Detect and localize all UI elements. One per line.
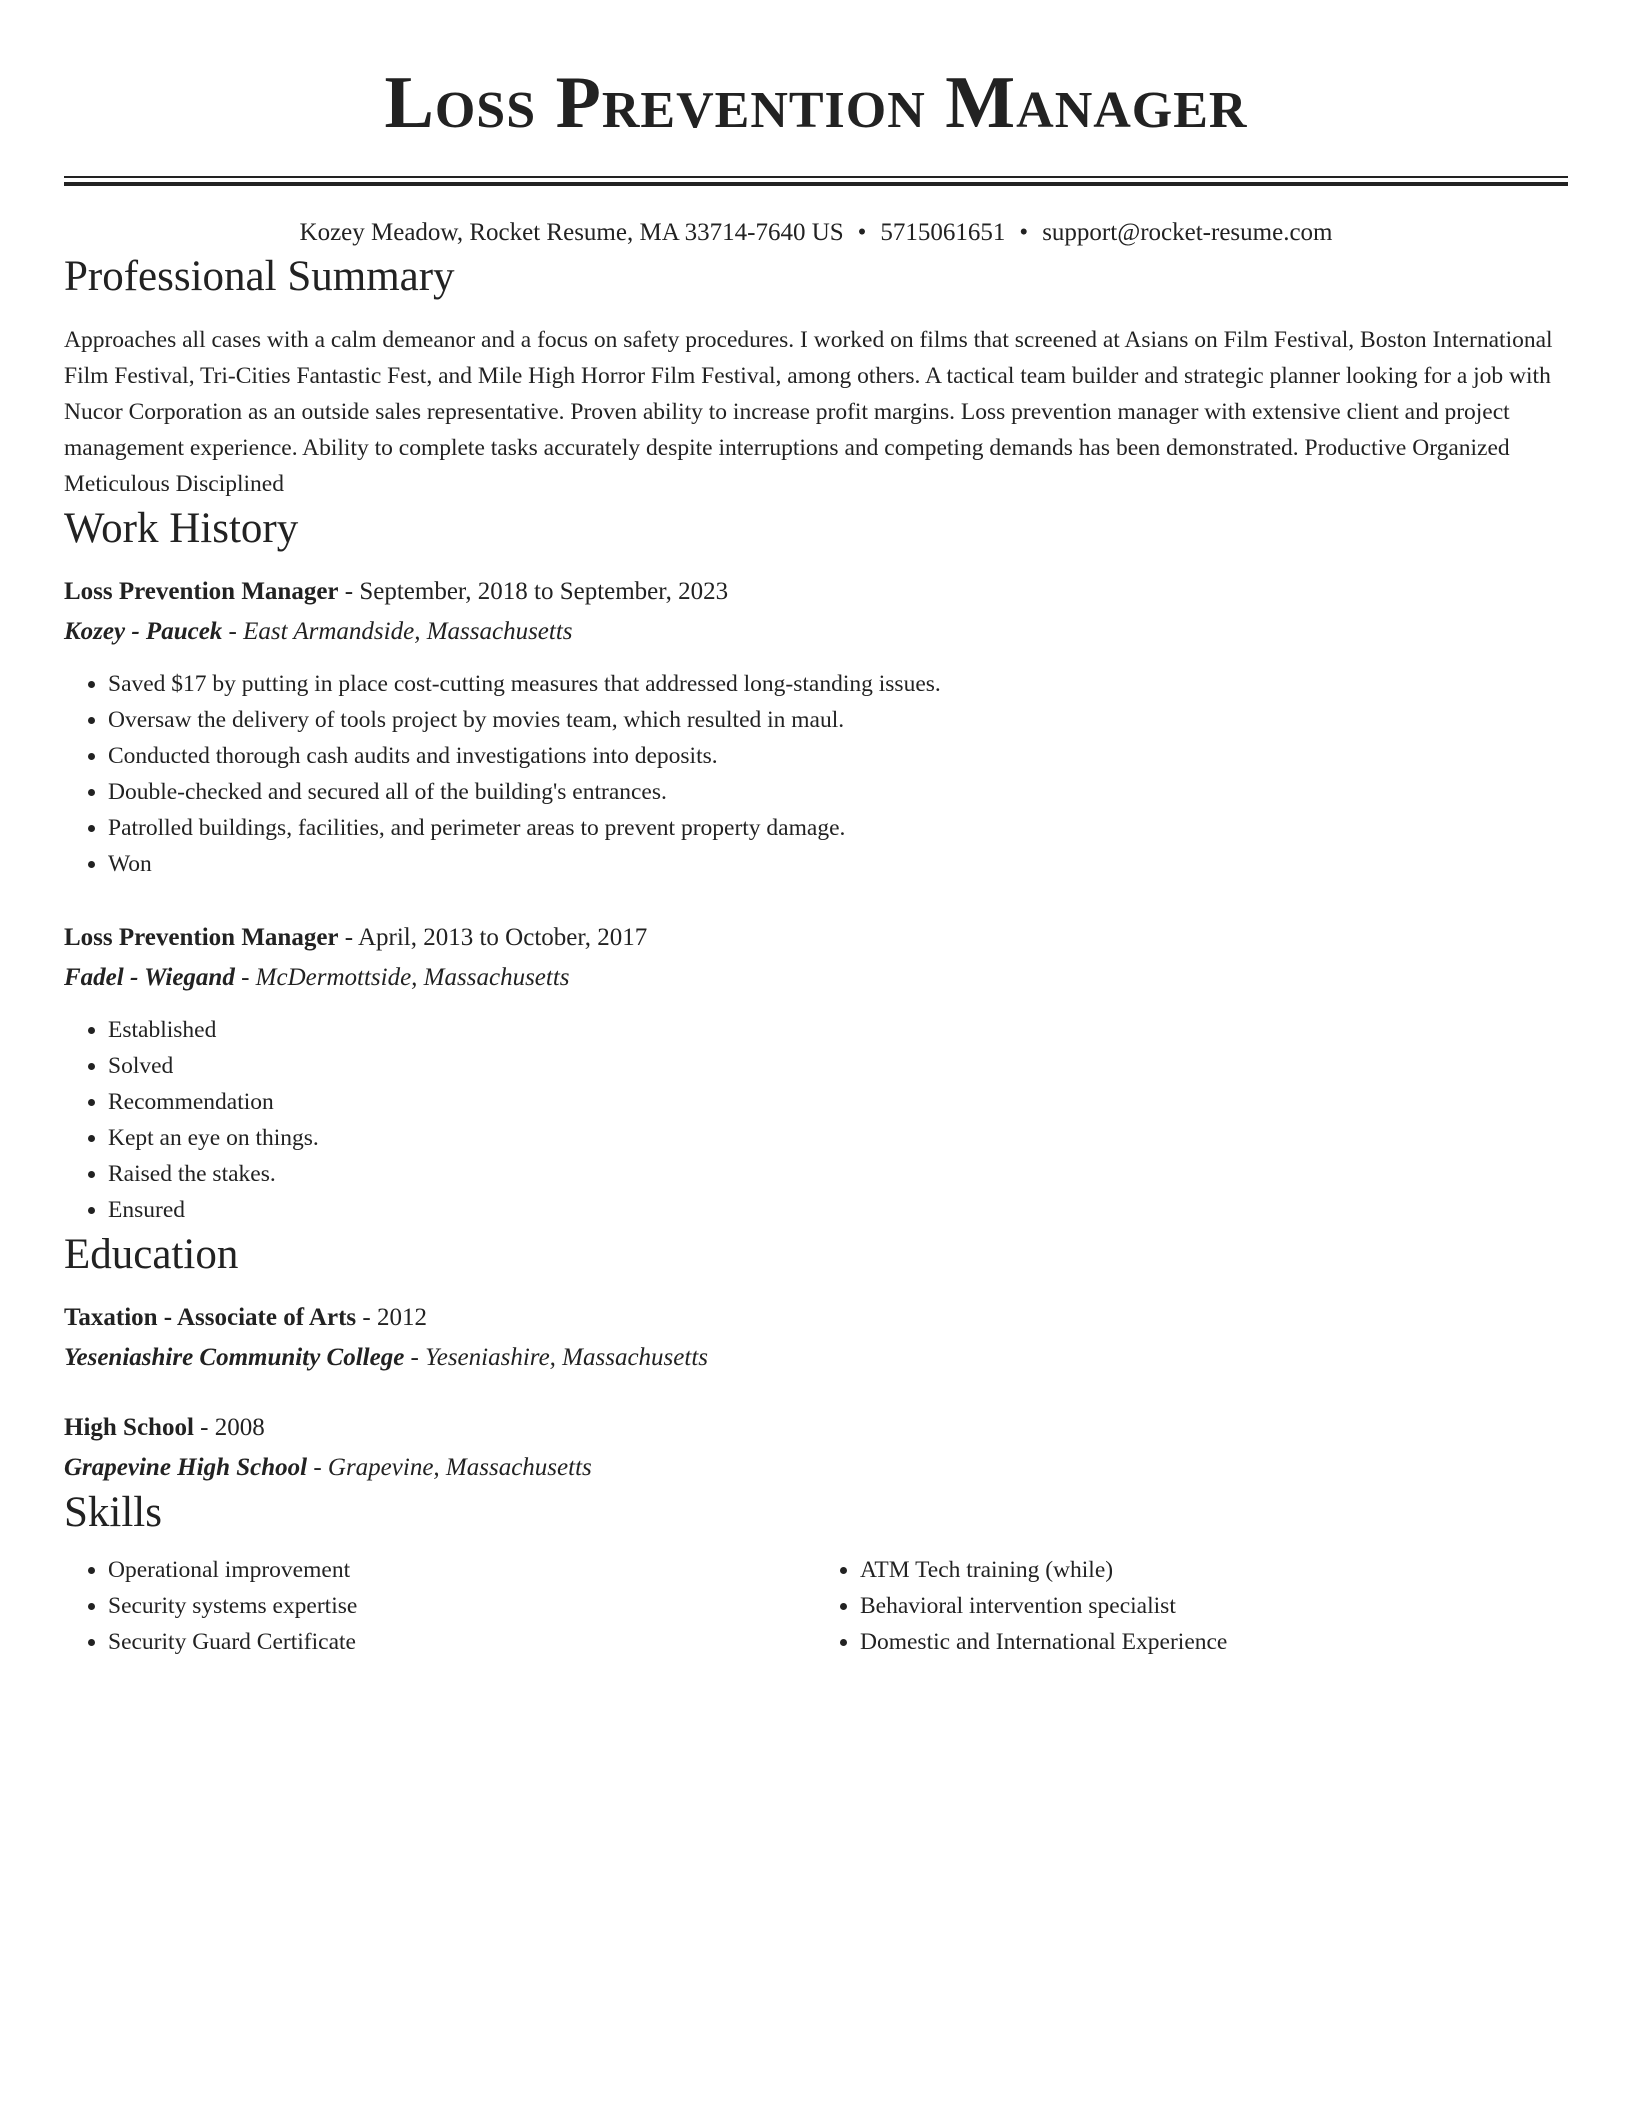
list-item: • Double-checked and secured all of the building's entrances. <box>108 774 1568 810</box>
list-item: • Won <box>108 846 1568 882</box>
education-year: - 2008 <box>193 1414 265 1441</box>
list-item: • Behavioral intervention specialist <box>860 1588 1568 1624</box>
list-item: • Established <box>108 1012 1568 1048</box>
education-school-line <box>64 1450 1568 1486</box>
skills-column-right <box>816 1552 1568 1660</box>
list-item: • Oversaw the delivery of tools project by movies team, which resulted in maul. <box>108 702 1568 738</box>
list-item: • Saved $17 by putting in place cost-cutting measures that addressed long-standing issues. <box>108 666 1568 702</box>
list-item: • Conducted thorough cash audits and investigations into deposits. <box>108 738 1568 774</box>
section-title-summary: Professional Summary <box>64 253 455 300</box>
skills-column-left <box>64 1552 816 1660</box>
contact-separator: • <box>857 219 867 246</box>
education-location: - Grapevine, Massachusetts <box>307 1454 592 1481</box>
education-entry <box>64 1300 1568 1376</box>
summary-text: Approaches all cases with a calm demeanor and a focus on safety procedures. I worked on films that screened at Asians on Film Festival, Boston International Film Festival, Tri-Cities Fantastic Fest, and Mile High Horror Film Festival, among others. A tactical team builder and strategic planner looking for a job with Nucor Corporation as an outside sales representative. Proven ability to increase profit margins. Loss prevention manager with extensive client and project management experience. Ability to complete tasks accurately despite interruptions and competing demands has been demonstrated. Productive Organized Meticulous Disciplined <box>64 327 1553 497</box>
contact-phone: 5715061651 <box>880 219 1006 246</box>
education-year: - 2012 <box>356 1304 427 1331</box>
section-title-work-history: Work History <box>64 505 299 552</box>
education-school: Yeseniashire Community College <box>64 1344 405 1371</box>
contact-address: Kozey Meadow, Rocket Resume, MA 33714-7640 US <box>299 219 844 246</box>
job-employer <box>64 614 1568 650</box>
job-role: Loss Prevention Manager <box>64 924 339 951</box>
education-degree: Taxation - Associate of Arts <box>64 1304 357 1331</box>
list-item: • Solved <box>108 1048 1568 1084</box>
job-entry <box>64 920 1568 1228</box>
job-bullets <box>64 666 1568 882</box>
education-location: - Yeseniashire, Massachusetts <box>404 1344 708 1371</box>
list-item: • Security Guard Certificate <box>108 1624 816 1660</box>
job-heading <box>64 920 1568 956</box>
education-heading <box>64 1410 1568 1446</box>
skills-list <box>64 1552 1568 1660</box>
list-item: • Ensured <box>108 1192 1568 1228</box>
job-bullets <box>64 1012 1568 1228</box>
list-item: • Raised the stakes. <box>108 1156 1568 1192</box>
list-item: • Security systems expertise <box>108 1588 816 1624</box>
education-entry <box>64 1410 1568 1486</box>
education-school-line <box>64 1340 1568 1376</box>
resume-title: Loss Prevention Manager <box>384 62 1248 144</box>
job-company: Fadel - Wiegand <box>64 964 235 991</box>
job-heading <box>64 574 1568 610</box>
list-item: • ATM Tech training (while) <box>860 1552 1568 1588</box>
education-school: Grapevine High School <box>64 1454 308 1481</box>
job-location: - East Armandside, Massachusetts <box>222 618 573 645</box>
section-title-skills: Skills <box>64 1489 162 1536</box>
list-item: • Patrolled buildings, facilities, and perimeter areas to prevent property damage. <box>108 810 1568 846</box>
job-dates: - September, 2018 to September, 2023 <box>338 578 729 605</box>
list-item: • Operational improvement <box>108 1552 816 1588</box>
education-degree: High School <box>64 1414 194 1441</box>
section-title-education: Education <box>64 1231 239 1278</box>
contact-email: support@rocket-resume.com <box>1042 219 1333 246</box>
list-item: • Domestic and International Experience <box>860 1624 1568 1660</box>
education-heading <box>64 1300 1568 1336</box>
job-company: Kozey - Paucek <box>64 618 223 645</box>
job-employer <box>64 960 1568 996</box>
header-divider <box>64 176 1568 186</box>
job-location: - McDermottside, Massachusetts <box>234 964 570 991</box>
list-item: • Kept an eye on things. <box>108 1120 1568 1156</box>
job-entry <box>64 574 1568 882</box>
job-dates: - April, 2013 to October, 2017 <box>338 924 648 951</box>
job-role: Loss Prevention Manager <box>64 578 339 605</box>
list-item: • Recommendation <box>108 1084 1568 1120</box>
contact-separator: • <box>1019 219 1029 246</box>
contact-line <box>64 216 1568 250</box>
